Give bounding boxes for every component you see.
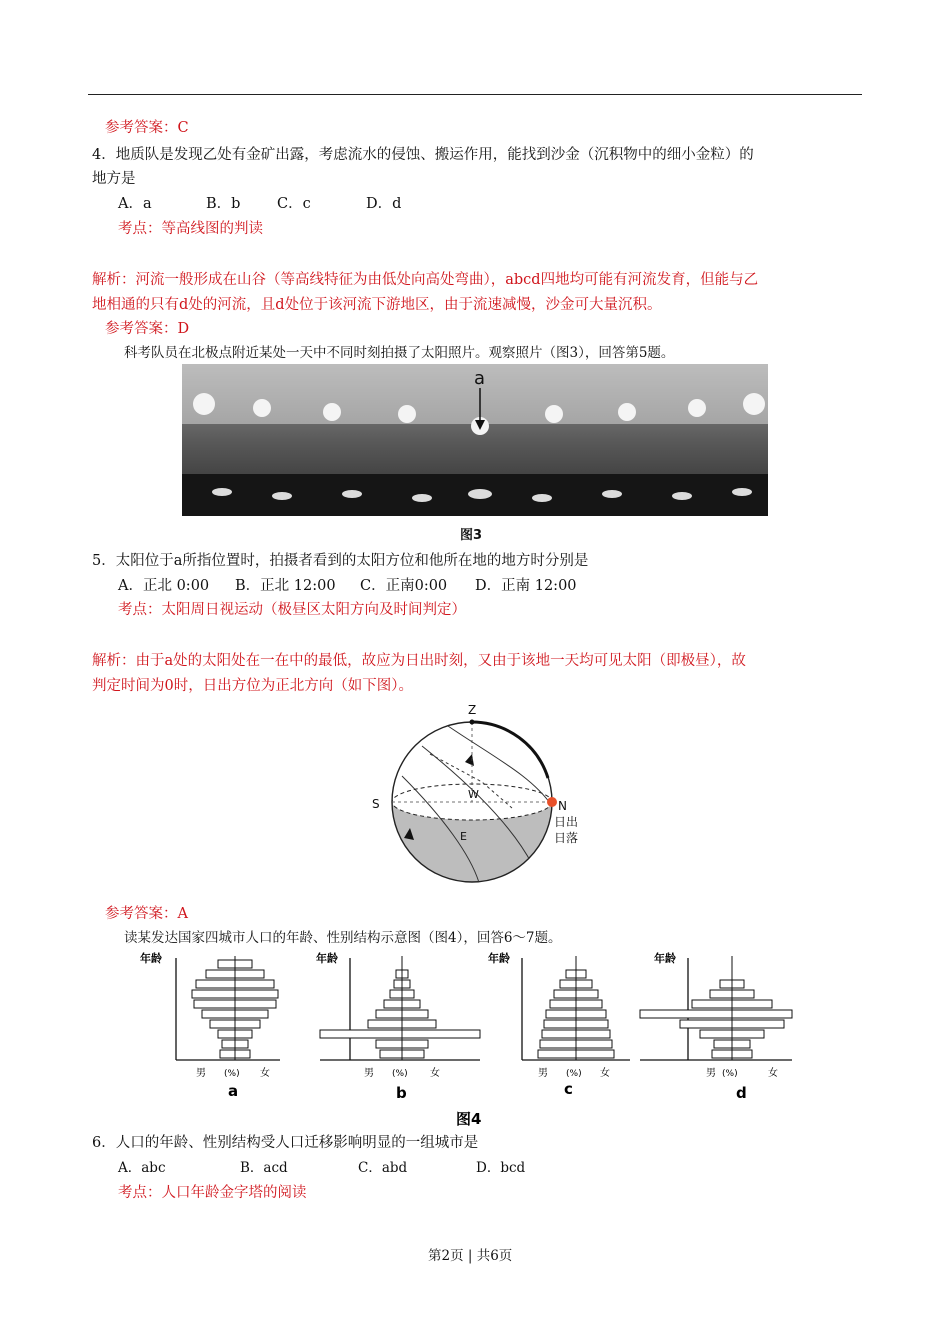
q5-jiexi-line2: 判定时间为0时，日出方位为正北方向（如下图）。 [92, 678, 413, 694]
meridian-arc [472, 722, 548, 778]
pyramid-d-ylabel: 年龄 [654, 952, 676, 965]
figure3-caption: 图3 [460, 528, 483, 543]
q4-option-d: D．d [366, 196, 402, 212]
label-w: W [468, 788, 479, 801]
q4-jiexi-line1: 解析：河流一般形成在山谷（等高线特征为由低处向高处弯曲），abcd四地均可能有河流发育，但能与乙 [92, 272, 759, 288]
pyramid-a-female: 女 [260, 1068, 270, 1079]
q4-jiexi-line2: 地相通的只有d处的河流，且d处位于该河流下游地区，由于流速减慢，沙金可大量沉积。 [92, 297, 662, 313]
reflection [732, 488, 752, 496]
q6-option-d: D．bcd [476, 1160, 526, 1176]
reflection [272, 492, 292, 500]
pyramid-d-label: d [736, 1084, 747, 1102]
q4-option-b: B．b [206, 196, 241, 212]
pyramid-c [488, 951, 630, 1098]
q4-option-c: C．c [277, 196, 311, 212]
pyramid-c-male: 男 [538, 1068, 548, 1079]
q5-option-b: B．正北 12:00 [235, 578, 336, 594]
pyramid-b-ylabel: 年龄 [316, 952, 338, 965]
sun-exposure [618, 403, 636, 421]
sun-exposure [545, 405, 563, 423]
pyramid-c-ylabel: 年龄 [488, 952, 510, 965]
path-arrow [465, 754, 474, 766]
q3-answer: 参考答案：C [105, 120, 189, 136]
q5-jiexi-line1: 解析：由于a处的太阳处在一在中的最低，故应为日出时刻，又由于该地一天均可见太阳（即极昼），故 [92, 653, 746, 669]
figure3-mark-a: a [474, 368, 486, 389]
q5-answer: 参考答案：A [105, 906, 188, 922]
pyramid-d-pct: (%) [722, 1069, 738, 1079]
intro-q6: 读某发达国家四城市人口的年龄、性别结构示意图（图4），回答6～7题。 [124, 930, 562, 946]
label-sunrise: 日出 [554, 815, 579, 829]
pyramid-a-male: 男 [196, 1068, 206, 1079]
reflection [532, 494, 552, 502]
pyramid-b-male: 男 [364, 1068, 374, 1079]
q5-option-a: A．正北 0:00 [118, 578, 210, 594]
q4-answer: 参考答案：D [105, 321, 190, 337]
sun-exposure [688, 399, 706, 417]
pyramid-d [640, 951, 792, 1102]
q6-option-a: A．abc [118, 1160, 166, 1176]
pyramid-a-label: a [228, 1082, 239, 1100]
intro-q5: 科考队员在北极点附近某处一天中不同时刻拍摄了太阳照片。观察照片（图3），回答第5题。 [124, 345, 675, 361]
pyramid-b-pct: (%) [392, 1069, 408, 1079]
below-horizon-shade [392, 802, 552, 882]
reflection [672, 492, 692, 500]
q4-kaodian: 考点：等高线图的判读 [118, 221, 263, 237]
sun-marker [547, 797, 557, 807]
pyramid-a-ylabel: 年龄 [140, 952, 162, 965]
page-footer: 第2页 | 共6页 [428, 1248, 513, 1264]
reflection [212, 488, 232, 496]
pyramid-d-female: 女 [768, 1068, 778, 1079]
q4-stem-line2: 地方是 [92, 171, 136, 187]
zenith-point [470, 720, 475, 725]
label-e: E [460, 830, 467, 843]
q6-kaodian: 考点：人口年龄金字塔的阅读 [118, 1185, 307, 1201]
reflection [412, 494, 432, 502]
q5-stem: 5．太阳位于a所指位置时，拍摄者看到的太阳方位和他所在地的地方时分别是 [92, 553, 589, 569]
label-sunset: 日落 [554, 831, 579, 845]
sun-path [448, 726, 552, 806]
pyramid-d-bars [640, 980, 792, 1058]
celestial-sphere-diagram [362, 696, 584, 896]
pyramid-c-female: 女 [600, 1068, 610, 1079]
sun-exposure [398, 405, 416, 423]
figure3-photo [182, 364, 768, 546]
pyramid-b-label: b [396, 1084, 407, 1102]
q4-option-a: A．a [118, 196, 152, 212]
pyramid-a [140, 951, 280, 1100]
reflection [342, 490, 362, 498]
label-z: Z [468, 703, 477, 717]
pyramid-a-pct: (%) [224, 1069, 240, 1079]
sun-exposure [253, 399, 271, 417]
header-rule [88, 94, 862, 95]
q6-stem: 6．人口的年龄、性别结构受人口迁移影响明显的一组城市是 [92, 1135, 479, 1151]
sun-exposure [193, 393, 215, 415]
q6-option-b: B．acd [240, 1160, 288, 1176]
q6-option-c: C．abd [358, 1160, 408, 1176]
q4-stem-line1: 4．地质队是发现乙处有金矿出露，考虑流水的侵蚀、搬运作用，能找到沙金（沉积物中的细小金粒）的 [92, 147, 754, 163]
q5-option-d: D．正南 12:00 [475, 578, 577, 594]
label-n: N [558, 799, 567, 813]
figure4-pyramids [140, 950, 800, 1130]
pyramid-bar [320, 1030, 480, 1038]
sun-exposure [323, 403, 341, 421]
reflection [468, 489, 492, 499]
pyramid-c-pct: (%) [566, 1069, 582, 1079]
q5-kaodian: 考点：太阳周日视运动（极昼区太阳方向及时间判定） [118, 602, 466, 618]
figure4-caption: 图4 [456, 1110, 482, 1128]
q5-option-c: C．正南0:00 [360, 578, 448, 594]
sun-exposure [743, 393, 765, 415]
pyramid-b-female: 女 [430, 1068, 440, 1079]
label-s: S [372, 797, 380, 811]
pyramid-b [316, 951, 480, 1102]
pyramid-c-label: c [564, 1080, 573, 1098]
reflection [602, 490, 622, 498]
pyramid-d-male: 男 [706, 1068, 716, 1079]
pyramid-b-bars [320, 970, 480, 1058]
pyramid-bar [640, 1010, 792, 1018]
